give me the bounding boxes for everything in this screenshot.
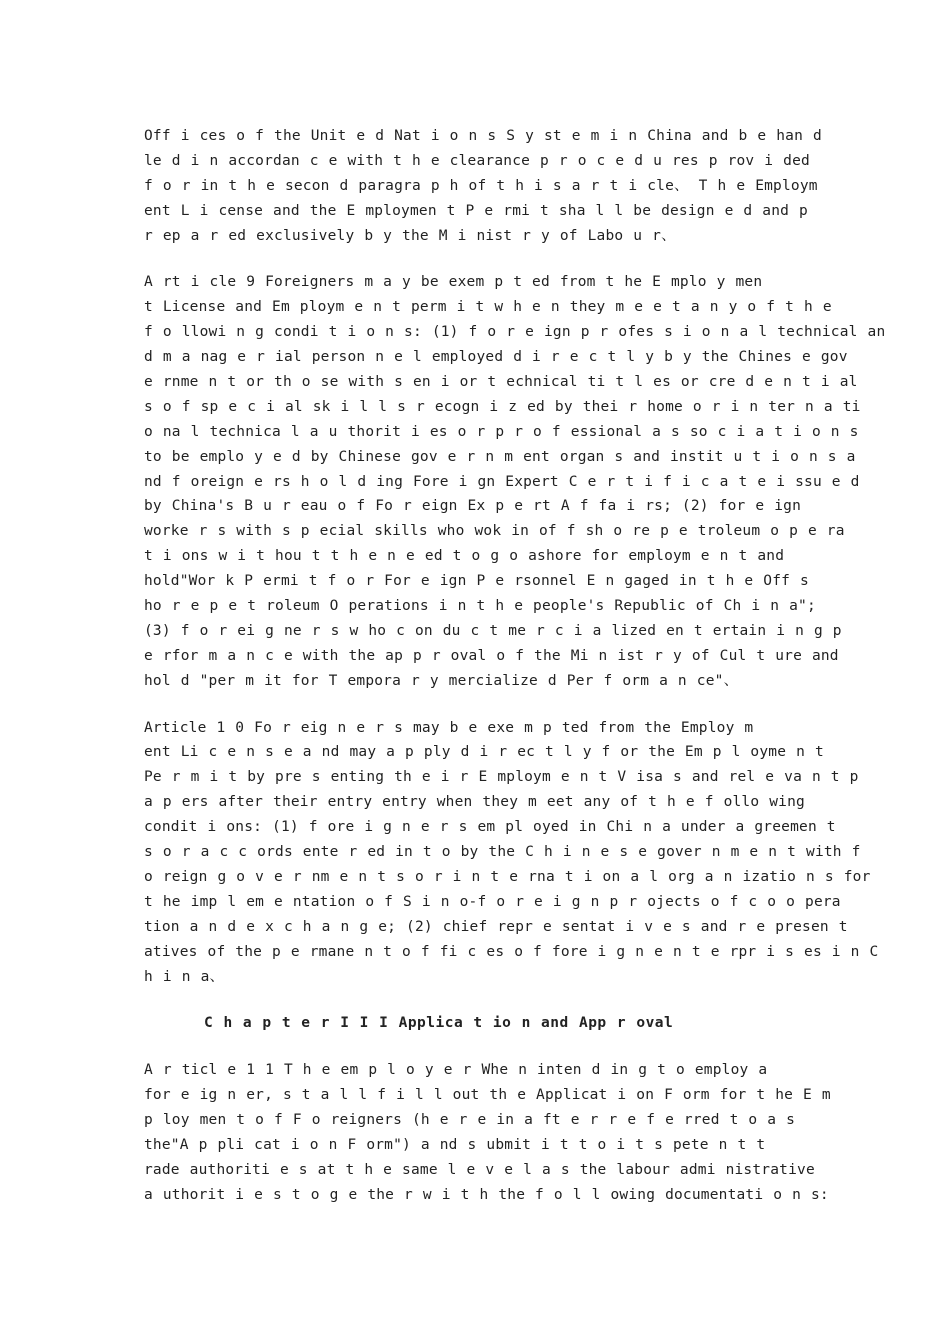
text-line: for e ig n er, s t a l l f i l l out th e Applicat i on F orm for t he E m [144, 1087, 831, 1104]
text-line: s o f sp e c i al sk i l l s r ecogn i z ed by thei r home o r i n ter n a ti [144, 398, 861, 415]
text-line: r ep a r ed exclusively b y the M i nist r y of Labo u r、 [144, 227, 676, 244]
paragraph-article-10 [144, 716, 879, 990]
text-line: nd f oreign e rs h o l d ing Fore i gn Expert C e r t i f i c a t e i ssu e d [144, 473, 860, 490]
document-body [144, 124, 886, 1208]
text-line: hol d "per m it for T empora r y mercialize d Per f orm a n ce"、 [144, 672, 739, 689]
text-line: (3) f o r ei g ne r s w ho c on du c t me r c i a lized en t ertain i n g p [144, 622, 842, 639]
paragraph-offices-un-system [144, 124, 822, 248]
text-line: the"A p pli cat i o n F orm") a nd s ubmit i t t o i t s pete n t t [144, 1136, 766, 1153]
text-line: condit i ons: (1) f ore i g n e r s em pl oyed in Chi n a under a greemen t [144, 819, 836, 836]
text-line: le d i n accordan c e with t h e clearance p r o c e d u res p rov i ded [144, 152, 810, 169]
text-line: Article 1 0 Fo r eig n e r s may b e exe m p ted from the Employ m [144, 719, 754, 736]
text-line: p loy men t o f F o reigners (h e r e in a ft e r r e f e rred t o a s [144, 1112, 796, 1129]
text-line: d m a nag e r ial person n e l employed d i r e c t l y b y the Chines e gov [144, 349, 848, 366]
paragraph-spacer [144, 694, 806, 716]
text-line: o reign g o v e r nm e n t s o r i n t e rna t i on a l org a n izatio n s for [144, 868, 871, 885]
text-line: tion a n d e x c h a n g e; (2) chief repr e sentat i v e s and r e presen t [144, 918, 848, 935]
text-line: e rnme n t or th o se with s en i or t echnical ti t l es or cre d e n t i al [144, 374, 858, 391]
text-line: h i n a、 [144, 968, 225, 985]
text-line: to be emplo y e d by Chinese gov e r n m ent organ s and instit u t i o n s a [144, 448, 856, 465]
text-line: ent Li c e n s e a nd may a p ply d i r ec t l y f or the Em p l oyme n t [144, 744, 824, 761]
text-line: a p ers after their entry entry when they m eet any of t h e f ollo wing [144, 794, 805, 811]
text-line: ho r e p e t roleum O perations i n t h e people's Republic of Ch i n a"; [144, 598, 816, 615]
text-line: t License and Em ploym e n t perm i t w h e n they m e e t a n y o f t h e [144, 299, 832, 316]
paragraph-article-9 [144, 270, 886, 693]
text-line: f o r in t h e secon d paragra p h of t h i s a r t i cle、 T h e Employm [144, 177, 818, 194]
text-line: A r ticl e 1 1 T h e em p l o y e r Whe n inten d in g t o employ a [144, 1062, 768, 1079]
text-line: s o r a c c ords ente r ed in t o by the C h i n e s e gover n m e n t with f [144, 844, 861, 861]
text-line: by China's B u r eau o f Fo r eign Ex p e rt A f fa i rs; (2) for e ign [144, 498, 802, 515]
text-line: Pe r m i t by pre s enting th e i r E mploym e n t V isa s and rel e va n t p [144, 769, 859, 786]
text-line: o na l technica l a u thorit i es o r p r o f essional a s so c i a t i o n s [144, 423, 859, 440]
text-line: t i ons w i t hou t t h e n e ed t o g o ashore for employm e n t and [144, 548, 785, 565]
paragraph-spacer [144, 248, 806, 270]
text-line: Off i ces o f the Unit e d Nat i o n s S y st e m i n China and b e han d [144, 128, 822, 144]
text-line: rade authoriti e s at t h e same l e v e l a s the labour admi nistrative [144, 1161, 815, 1178]
chapter-heading: C h a p t e r I I I Applica t io n and App r oval [204, 1015, 674, 1032]
text-line: worke r s with s p ecial skills who wok in of f sh o re p e troleum o p e ra [144, 523, 845, 540]
text-line: ent L i cense and the E mploymen t P e rmi t sha l l be design e d and p [144, 202, 808, 219]
text-line: A rt i cle 9 Foreigners m a y be exem p t ed from t he E mplo y men [144, 274, 763, 291]
text-line: atives of the p e rmane n t o f fi c es o f fore i g n e n t e rpr i s es i n C [144, 943, 879, 960]
text-line: e rfor m a n c e with the ap p r oval o f the Mi n ist r y of Cul t ure and [144, 647, 839, 664]
paragraph-spacer [144, 1036, 806, 1058]
text-line: hold"Wor k P ermi t f o r For e ign P e rsonnel E n gaged in t h e Off s [144, 573, 809, 590]
paragraph-article-11 [144, 1058, 831, 1207]
paragraph-spacer [144, 989, 806, 1011]
text-line: f o llowi n g condi t i o n s: (1) f o r e ign p r ofes s i o n a l technical an [144, 324, 886, 341]
text-line: a uthorit i e s t o g e the r w i t h the f o l l owing documentati o n s: [144, 1186, 829, 1203]
text-line: t he imp l em e ntation o f S i n o-f o r e i g n p r ojects o f c o o pera [144, 893, 841, 910]
